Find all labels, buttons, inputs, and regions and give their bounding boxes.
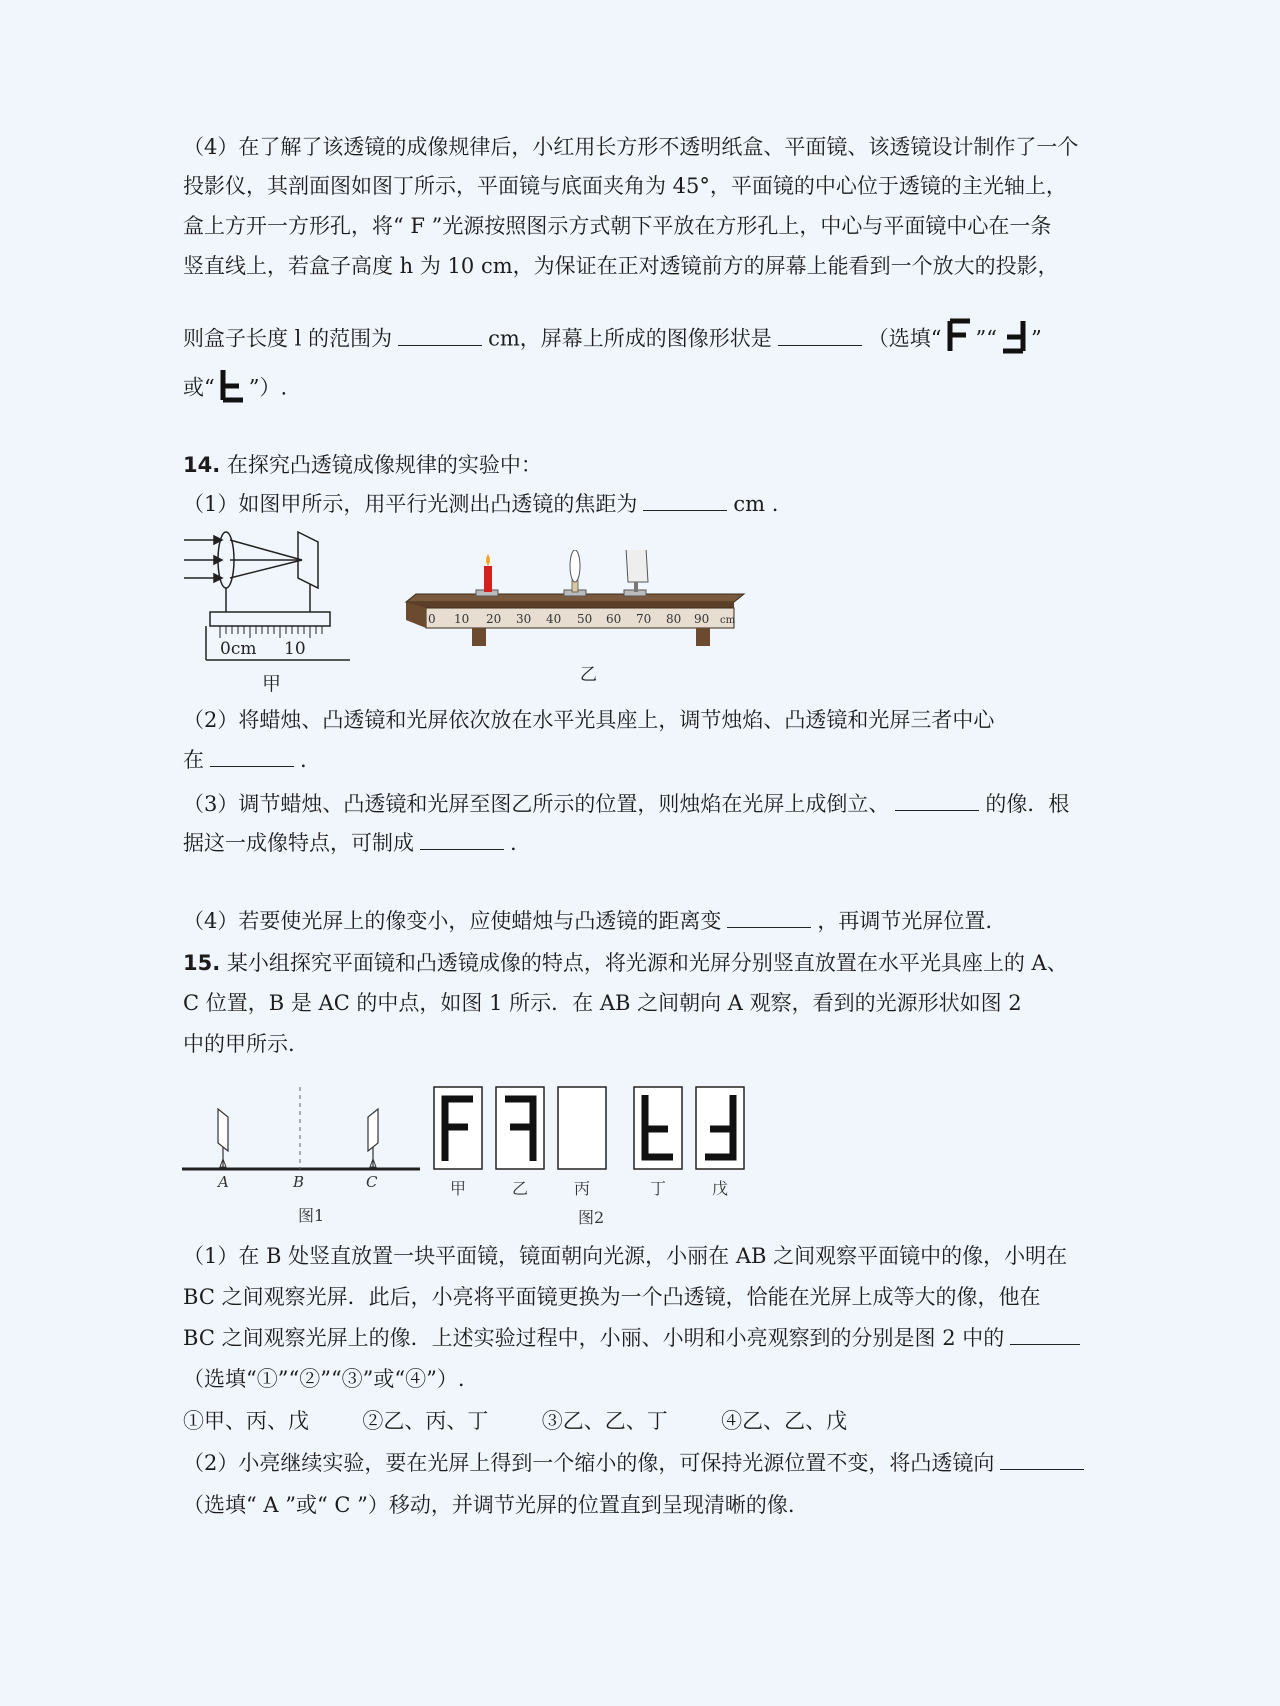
bench-tick-30: 30 — [516, 612, 532, 626]
answer-blank-same-height[interactable] — [210, 748, 294, 767]
shape-label-ding: 丁 — [650, 1179, 667, 1198]
option-1: ①甲、丙、戊 — [183, 1409, 309, 1433]
figure-yi-label: 乙 — [580, 665, 597, 685]
q13-4-line3: 盒上方开一方形孔，将“ F ”光源按照图示方式朝下平放在方形孔上，中心与平面镜中心在一条 — [183, 214, 1052, 238]
q14-part1-unit: cm . — [733, 492, 779, 516]
figure-1-caption: 图1 — [298, 1206, 325, 1225]
bench-tick-20: 20 — [486, 612, 502, 626]
q13-4-line2: 投影仪，其剖面图如图丁所示，平面镜与底面夹角为 45°，平面镜的中心位于透镜的主光轴上， — [183, 174, 1067, 198]
option-3: ③乙、乙、丁 — [541, 1409, 668, 1433]
answer-blank-observations[interactable] — [1010, 1326, 1080, 1345]
q13-4-line1: （4）在了解了该透镜的成像规律后，小红用长方形不透明纸盒、平面镜、该透镜设计制作了一个 — [183, 135, 1079, 159]
q14-part1 — [183, 489, 1103, 519]
q14-part3-text-a: （3）调节蜡烛、凸透镜和光屏至图乙所示的位置，则烛焰在光屏上成倒立、 — [183, 792, 890, 816]
q14-title-text: 在探究凸透镜成像规律的实验中： — [226, 453, 542, 477]
point-b-label: B — [293, 1173, 305, 1191]
q14-title — [183, 450, 1103, 480]
answer-blank-shape[interactable] — [778, 327, 862, 346]
bench-tick-70: 70 — [636, 612, 652, 626]
q14-part3-text-c: 据这一成像特点，可制成 — [183, 831, 414, 855]
q13-4-text-f: 或“ — [183, 375, 215, 400]
answer-blank-length[interactable] — [398, 327, 482, 346]
q15-line3: 中的甲所示. — [183, 1032, 295, 1056]
bench-tick-90: 90 — [694, 612, 710, 626]
q13-4-text-b: cm，屏幕上所成的图像形状是 — [488, 326, 772, 351]
q14-part4-text-a: （4）若要使光屏上的像变小，应使蜡烛与凸透镜的距离变 — [183, 909, 722, 933]
q15-part2-line2: （选填“ A ”或“ C ”）移动，并调节光屏的位置直到呈现清晰的像. — [183, 1493, 795, 1517]
q14-part3-line1 — [183, 789, 1103, 819]
q15-part1-line2: BC 之间观察光屏．此后，小亮将平面镜更换为一个凸透镜，恰能在光屏上成等大的像，他在 — [183, 1285, 1041, 1309]
q15-options — [183, 1406, 1103, 1436]
q15-line1-text: 某小组探究平面镜和凸透镜成像的特点，将光源和光屏分别竖直放置在水平光具座上的 A、 — [226, 951, 1068, 975]
f-inverted-mirrored-icon — [999, 318, 1029, 362]
figure-jia-focal-length — [180, 528, 360, 698]
q13-4-line5 — [183, 318, 1103, 362]
figure-jia-label: 甲 — [262, 673, 282, 695]
answer-blank-device[interactable] — [420, 831, 504, 850]
shape-label-jia: 甲 — [450, 1179, 467, 1198]
option-4: ④乙、乙、戊 — [721, 1409, 848, 1433]
f-inverted-icon — [217, 367, 247, 411]
q14-part4-text-b: ，再调节光屏位置. — [817, 909, 993, 933]
q15-number: 15. — [183, 951, 221, 975]
figure-2-shapes — [430, 1083, 755, 1228]
q15-part1-line3 — [183, 1323, 1103, 1353]
q15-part2-line1-text: （2）小亮继续实验，要在光屏上得到一个缩小的像，可保持光源位置不变，将凸透镜向 — [183, 1451, 995, 1475]
point-a-label: A — [218, 1173, 229, 1191]
answer-blank-focal-length[interactable] — [643, 492, 727, 511]
option-2: ②乙、丙、丁 — [362, 1409, 489, 1433]
q15-line2: C 位置，B 是 AC 的中点，如图 1 所示．在 AB 之间朝向 A 观察，看到的光源形状如图 2 — [183, 991, 1022, 1015]
q13-4-line6 — [183, 367, 1103, 411]
f-upright-icon — [944, 318, 974, 362]
ruler-label-0cm: 0cm — [220, 639, 257, 659]
shape-box-bing — [558, 1087, 606, 1169]
q15-part1-line1: （1）在 B 处竖直放置一块平面镜，镜面朝向光源，小丽在 AB 之间观察平面镜中的像，小明在 — [183, 1244, 1068, 1268]
q14-part2-text: 在 — [183, 748, 204, 772]
figure-2-caption: 图2 — [578, 1208, 605, 1227]
q13-4-text-g: ”）. — [248, 375, 288, 400]
bench-tick-0: 0 — [428, 612, 436, 626]
figure-yi-optical-bench — [400, 550, 750, 685]
q14-number: 14. — [183, 453, 221, 477]
q13-4-text-a: 则盒子长度 l 的范围为 — [183, 326, 393, 351]
bench-tick-10: 10 — [454, 612, 470, 626]
answer-blank-image-size[interactable] — [895, 792, 979, 811]
shape-label-yi: 乙 — [512, 1179, 529, 1198]
bench-tick-80: 80 — [666, 612, 682, 626]
q13-4-text-c: （选填“ — [867, 326, 942, 351]
q15-line1 — [183, 948, 1103, 978]
q14-part2-end: . — [300, 748, 307, 772]
figure-1-setup — [180, 1083, 425, 1228]
shape-label-wu: 戊 — [712, 1179, 729, 1198]
q13-4-text-e: ” — [1031, 326, 1042, 351]
bench-tick-50: 50 — [577, 612, 593, 626]
q15-part1-line3-text: BC 之间观察光屏上的像．上述实验过程中，小丽、小明和小亮观察到的分别是图 2 中的 — [183, 1326, 1005, 1350]
bench-tick-60: 60 — [606, 612, 622, 626]
point-c-label: C — [366, 1173, 378, 1191]
answer-blank-direction[interactable] — [1000, 1451, 1084, 1470]
q15-part2-line1 — [183, 1448, 1103, 1478]
q14-part3-end: . — [510, 831, 517, 855]
bench-tick-40: 40 — [546, 612, 562, 626]
shape-label-bing: 丙 — [574, 1179, 591, 1198]
answer-blank-distance[interactable] — [727, 909, 811, 928]
q14-part2-line2 — [183, 745, 1103, 775]
ruler-label-10: 10 — [284, 639, 306, 659]
q14-part2-line1: （2）将蜡烛、凸透镜和光屏依次放在水平光具座上，调节烛焰、凸透镜和光屏三者中心 — [183, 708, 995, 732]
q15-part1-line4: （选填“①”“②”“③”或“④”）. — [183, 1367, 465, 1391]
q14-part4 — [183, 906, 1103, 936]
q14-part3-text-b: 的像．根 — [985, 792, 1070, 816]
q13-4-line4: 竖直线上，若盒子高度 h 为 10 cm，为保证在正对透镜前方的屏幕上能看到一个放大的投影， — [183, 254, 1059, 278]
q14-part1-text: （1）如图甲所示，用平行光测出凸透镜的焦距为 — [183, 492, 638, 516]
bench-tick-unit: cm — [720, 615, 736, 626]
q13-4-text-d: ”“ — [975, 326, 997, 351]
q14-part3-line2 — [183, 828, 1103, 858]
